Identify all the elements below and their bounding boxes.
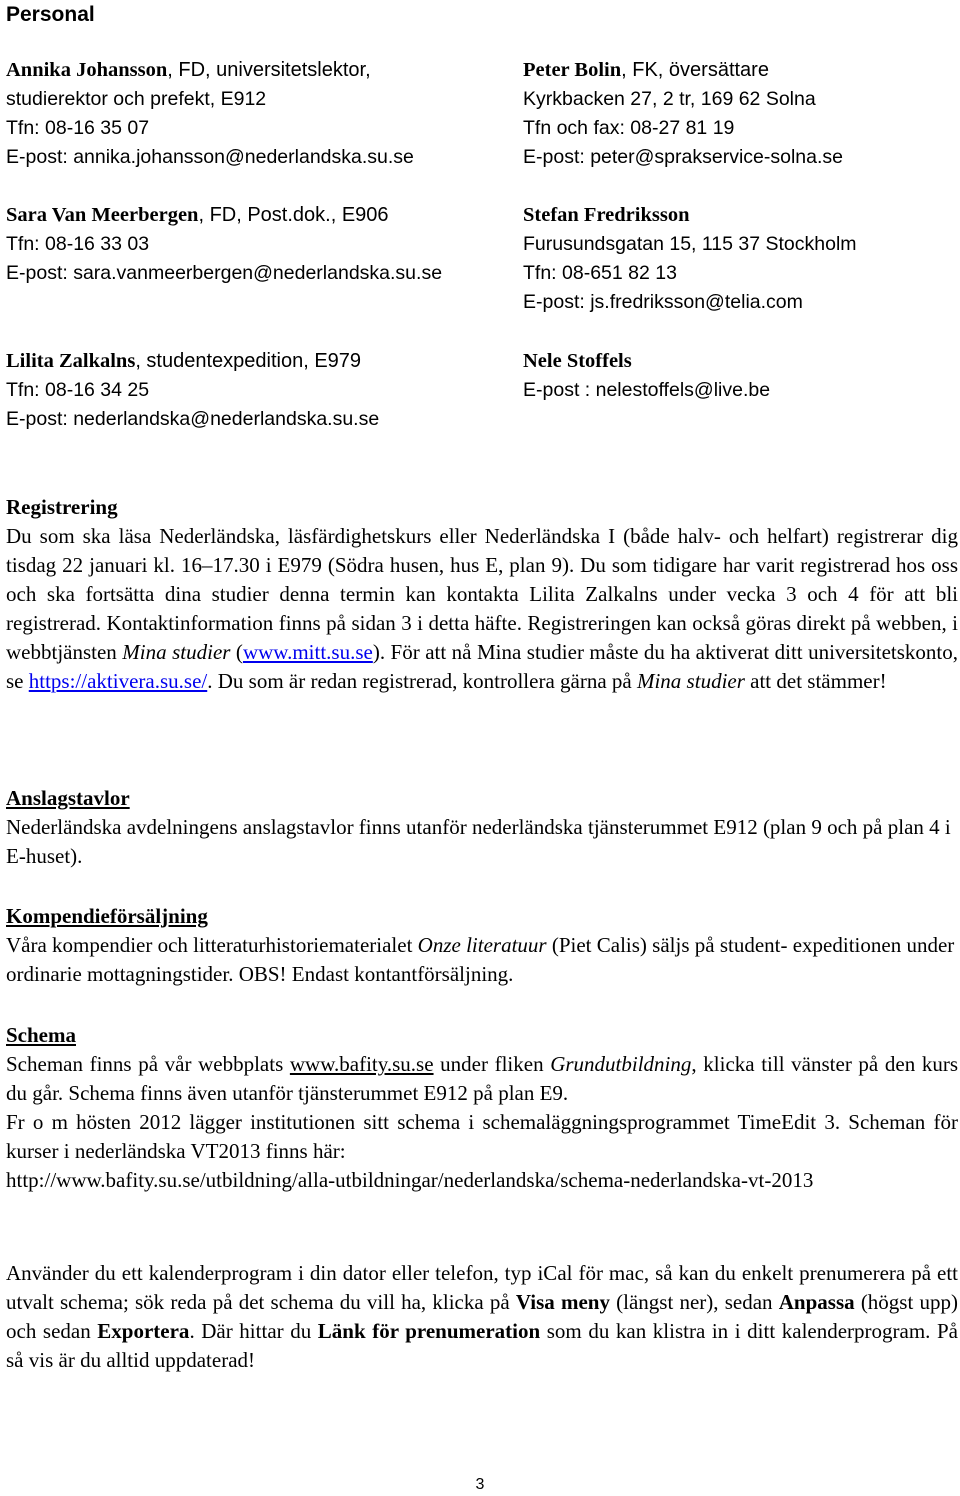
- bafity-link[interactable]: www.bafity.su.se: [289, 1052, 434, 1076]
- contact-email[interactable]: E-post: nederlandska@nederlandska.su.se: [6, 408, 380, 430]
- contact-name: Nele Stoffels: [523, 350, 632, 372]
- section-heading-kompendie: Kompendieförsäljning: [6, 904, 208, 928]
- contact-nele: [523, 347, 953, 405]
- contact-phone: Tfn: 08-16 34 25: [6, 379, 150, 401]
- contact-role: , FD, Post.dok., E906: [198, 204, 389, 226]
- registrering-paragraph: Du som ska läsa Nederländska, läsfärdighetskurs eller Nederländska I (både halv- och helfart) registrerar dig tisdag 22 januari kl. 16–17.30 i E979 (Södra husen, hus E, plan 9). Du som tidigare har varit registrerad hos oss och ska fortsätta dina studier denna termin kan kontakta Lilita Zalkalns under vecka 3 och 4 för att bli registrerad. Kontaktinformation finns på sidan 3 i detta häfte. Registreringen kan också göras direkt på webben, i webbtjänsten Mina studier (www.mitt.su.se). För att nå Mina studier måste du ha aktiverat ditt universitetskonto, se https://aktivera.su.se/. Du som är redan registrerad, kontrollera gärna på Mina studier att det stämmer!: [6, 524, 958, 693]
- lank-prenumeration-bold: Länk för prenumeration: [317, 1319, 541, 1343]
- contact-email[interactable]: E-post: js.fredriksson@telia.com: [523, 291, 803, 313]
- contact-role: , studentexpedition, E979: [135, 350, 362, 372]
- contact-email[interactable]: E-post: peter@sprakservice-solna.se: [523, 146, 844, 168]
- aktivera-link[interactable]: https://aktivera.su.se/: [28, 669, 208, 693]
- contact-peter: [523, 56, 953, 172]
- section-kalender: [6, 1259, 958, 1375]
- onze-literatuur-italic: Onze literatuur: [417, 933, 547, 957]
- contact-name: Peter Bolin: [523, 59, 622, 81]
- schema-url[interactable]: http://www.bafity.su.se/utbildning/alla-utbildningar/nederlandska/schema-nederlandska-vt-2013: [6, 1168, 814, 1192]
- section-registrering: [6, 493, 958, 696]
- contact-stefan: [523, 201, 953, 317]
- section-heading-registrering: Registrering: [6, 495, 118, 519]
- visa-meny-bold: Visa meny: [515, 1290, 610, 1314]
- contact-annika: [6, 56, 466, 172]
- contact-email[interactable]: E-post: sara.vanmeerbergen@nederlandska.su.se: [6, 262, 443, 284]
- contact-lilita: [6, 347, 466, 434]
- schema-paragraph-1: Scheman finns på vår webbplats www.bafity.su.se under fliken Grundutbildning, klicka till vänster på den kurs du går. Schema finns även utanför tjänsterummet E912 på plan E9.: [6, 1052, 958, 1105]
- kalender-paragraph: Använder du ett kalenderprogram i din dator eller telefon, typ iCal för mac, så kan du enkelt prenumerera på ett utvalt schema; sök reda på det schema du vill ha, klicka på Visa meny (längst ner), sedan Anpassa (högst upp) och sedan Exportera. Där hittar du Länk för prenumeration som du kan klistra in i ditt kalenderprogram. På så vis är du alltid uppdaterad!: [6, 1261, 958, 1372]
- contact-name: Annika Johansson: [6, 59, 168, 81]
- contact-phone: Tfn och fax: 08-27 81 19: [523, 117, 735, 139]
- contact-role: , FD, universitetslektor,: [167, 59, 371, 81]
- contact-phone: Tfn: 08-16 35 07: [6, 117, 150, 139]
- contact-name: Sara Van Meerbergen: [6, 204, 199, 226]
- mina-studier-italic: Mina studier: [636, 669, 745, 693]
- mina-studier-italic: Mina studier: [122, 640, 231, 664]
- contact-email[interactable]: E-post: annika.johansson@nederlandska.su.se: [6, 146, 414, 168]
- contact-address: Kyrkbacken 27, 2 tr, 169 62 Solna: [523, 88, 816, 110]
- section-heading-anslagstavlor: Anslagstavlor: [6, 786, 130, 810]
- page-number: 3: [475, 1476, 485, 1493]
- schema-paragraph-2: Fr o m hösten 2012 lägger institutionen sitt schema i schemaläggningsprogrammet TimeEdit 3. Scheman för kurser i nederländska VT2013 finns här:: [6, 1110, 958, 1163]
- contact-sara: [6, 201, 466, 288]
- kompendie-paragraph: Våra kompendier och litteraturhistoriematerialet Onze literatuur (Piet Calis) säljs på student- expeditionen under ordinarie mottagningstider. OBS! Endast kontantförsäljning.: [6, 933, 955, 986]
- section-heading-schema: Schema: [6, 1023, 76, 1047]
- section-kompendie: [6, 902, 958, 989]
- mitt-su-link[interactable]: www.mitt.su.se: [242, 640, 373, 664]
- contact-address: Furusundsgatan 15, 115 37 Stockholm: [523, 233, 857, 255]
- section-schema: [6, 1021, 958, 1195]
- section-anslagstavlor: [6, 784, 958, 871]
- section-title-personal: Personal: [6, 3, 95, 26]
- contact-phone: Tfn: 08-651 82 13: [523, 262, 677, 284]
- contact-name: Stefan Fredriksson: [523, 204, 690, 226]
- contact-phone: Tfn: 08-16 33 03: [6, 233, 150, 255]
- contact-name: Lilita Zalkalns: [6, 350, 136, 372]
- anpassa-bold: Anpassa: [778, 1290, 855, 1314]
- contact-line: studierektor och prefekt, E912: [6, 88, 267, 110]
- contact-role: , FK, översättare: [621, 59, 769, 81]
- grundutbildning-italic: Grundutbildning: [550, 1052, 692, 1076]
- anslagstavlor-paragraph: Nederländska avdelningens anslagstavlor finns utanför nederländska tjänsterummet E912 (plan 9 och på plan 4 i E-huset).: [6, 815, 951, 868]
- exportera-bold: Exportera: [97, 1319, 190, 1343]
- contact-email[interactable]: E-post : nelestoffels@live.be: [523, 379, 771, 401]
